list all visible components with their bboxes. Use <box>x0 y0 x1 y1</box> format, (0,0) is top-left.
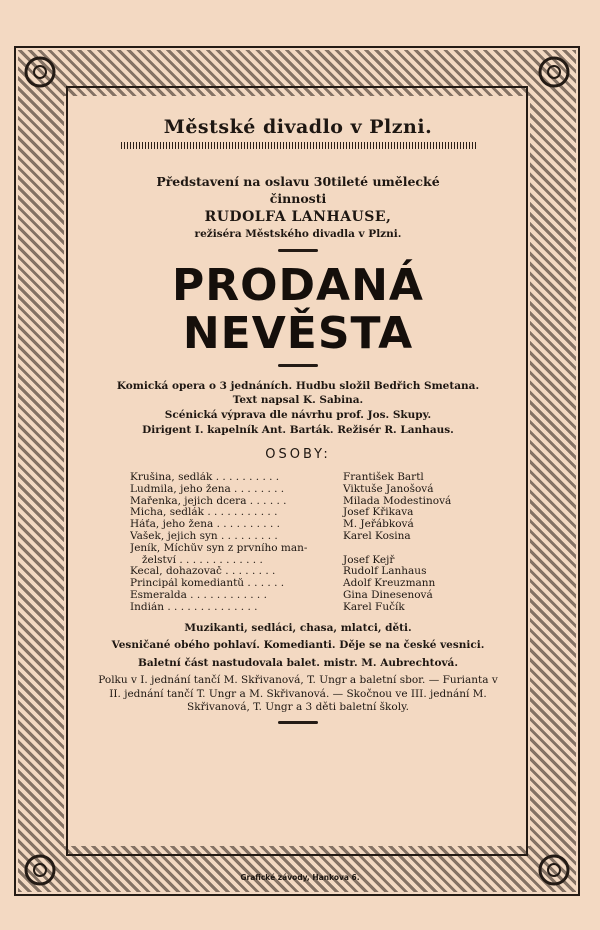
cast-row <box>130 472 516 484</box>
cast-role: Principál komediantů . . . . . . <box>130 578 285 590</box>
cast-role: želství . . . . . . . . . . . . . <box>142 554 263 566</box>
corner-ornament-icon <box>20 850 60 890</box>
cast-actor: Adolf Kreuzmann <box>343 577 436 590</box>
cast-actor: František Bartl <box>343 471 424 483</box>
cast-actor: Gina Dinesenová <box>343 588 433 601</box>
cast-row <box>130 519 516 531</box>
cast-role: Háťa, jeho žena . . . . . . . . . . <box>130 519 280 531</box>
cast-row <box>130 602 516 614</box>
hatched-rule <box>121 142 476 149</box>
cast-role: Jeník, Míchův syn z prvního man- <box>130 542 308 554</box>
theatre-name: Městské divadlo v Plzni. <box>163 116 433 138</box>
cast-actor: M. Jeřábková <box>343 518 414 531</box>
playbill-content <box>80 108 516 730</box>
cast-actor: Karel Kosina <box>343 529 411 542</box>
cast-role: Mařenka, jejich dcera . . . . . . <box>130 495 287 507</box>
cast-role: Krušina, sedlák . . . . . . . . . . <box>130 472 280 483</box>
corner-ornament-icon <box>20 52 60 92</box>
cast-actor: Rudolf Lanhaus <box>343 565 427 578</box>
credit-line: Dirigent I. kapelník Ant. Barták. Režisér R. Lanhaus. <box>142 424 454 436</box>
corner-ornament-icon <box>534 52 574 92</box>
cast-row <box>130 531 516 543</box>
credits <box>80 379 516 437</box>
corner-ornament-icon <box>534 850 574 890</box>
cast-actor: Karel Fučík <box>343 600 405 613</box>
cast-role: Esmeralda . . . . . . . . . . . . <box>130 589 267 601</box>
dances-note: Polku v I. jednání tančí M. Skřivanová, T. Ungr a baletní sbor. — Furianta v II. jednání tančí T. Ungr a M. Skřivanová. — Skočnou ve III. jednání M. Skřivanová, T. Ungr a 3 děti baletní školy. <box>98 674 498 714</box>
intro-line: Představení na oslavu 30tileté umělecké <box>156 174 440 189</box>
cast-role: Vašek, jejich syn . . . . . . . . . <box>130 530 278 542</box>
cast-actor: Milada Modestinová <box>343 494 452 507</box>
setting-note: Vesničané obého pohlaví. Komedianti. Děje se na české vesnici. <box>111 639 485 652</box>
cast-role: Ludmila, jeho žena . . . . . . . . <box>130 483 285 495</box>
divider <box>278 721 318 724</box>
cast-list <box>80 472 516 614</box>
extras-note: Muzikanti, sedláci, chasa, mlatci, děti. <box>184 621 412 634</box>
divider <box>278 249 318 252</box>
cast-row <box>130 484 516 496</box>
honoree-name: RUDOLFA LANHAUSE, <box>204 209 392 225</box>
cast-row <box>130 555 516 567</box>
intro-line: činnosti <box>269 191 327 206</box>
printer-imprint: Grafické závody, Hankova 6. <box>240 873 360 882</box>
cast-row <box>130 496 516 508</box>
intro-block <box>80 173 516 243</box>
opera-title <box>80 262 516 358</box>
cast-heading: OSOBY: <box>265 447 331 462</box>
credit-line: Scénická výprava dle návrhu prof. Jos. Skupy. <box>164 409 432 421</box>
production-notes <box>80 622 516 715</box>
divider <box>278 364 318 367</box>
ballet-master-note: Baletní část nastudovala balet. mistr. M. Aubrechtová. <box>137 656 459 669</box>
honoree-subtitle: režiséra Městského divadla v Plzni. <box>194 228 402 240</box>
cast-row <box>130 590 516 602</box>
cast-actor: Josef Kejř <box>343 553 395 566</box>
title-line: PRODANÁ <box>172 260 424 311</box>
title-line: NEVĚSTA <box>182 308 414 359</box>
cast-role: Micha, sedlák . . . . . . . . . . . <box>130 507 278 519</box>
cast-actor: Josef Křikava <box>343 506 414 519</box>
cast-role: Kecal, dohazovač . . . . . . . . <box>130 566 276 578</box>
cast-row <box>130 507 516 519</box>
credit-line: Komická opera o 3 jednáních. Hudbu složil Bedřich Smetana. Text napsal K. Sabina. <box>116 380 480 406</box>
cast-role: Indián . . . . . . . . . . . . . . <box>130 601 258 613</box>
cast-row <box>130 566 516 578</box>
cast-actor: Viktuše Janošová <box>343 482 434 495</box>
cast-row <box>130 543 516 555</box>
cast-row <box>130 578 516 590</box>
